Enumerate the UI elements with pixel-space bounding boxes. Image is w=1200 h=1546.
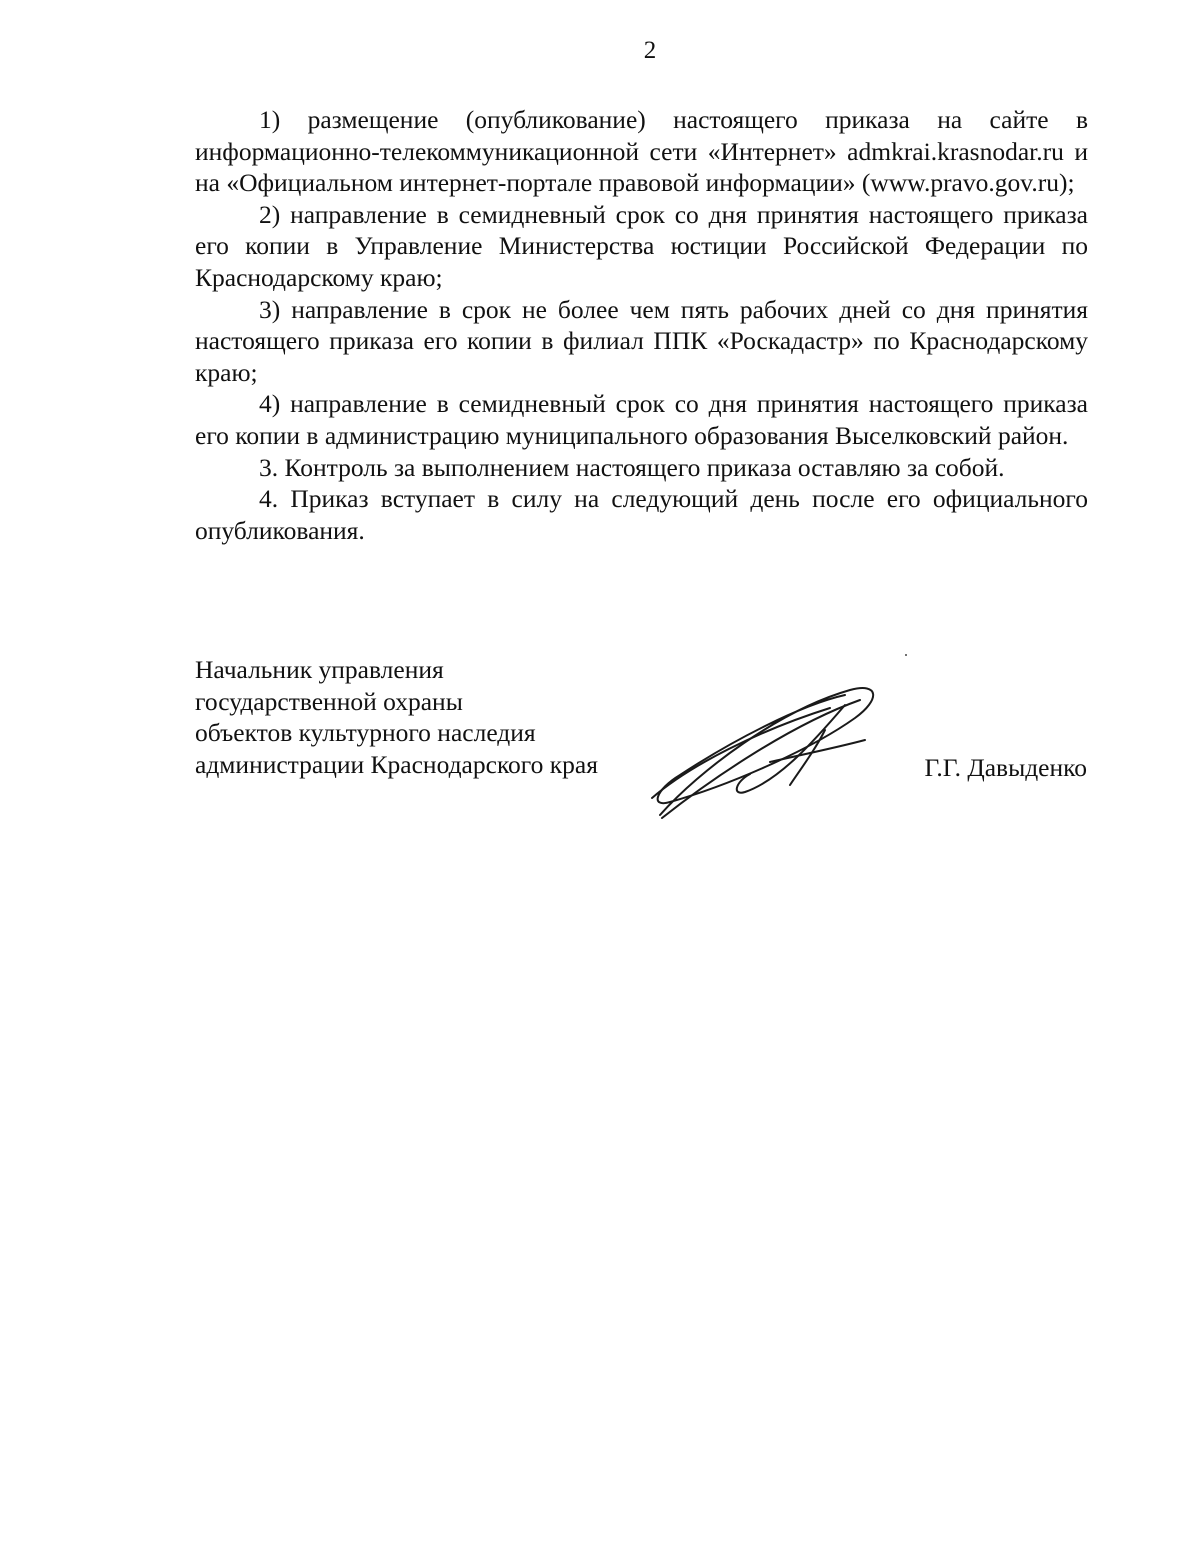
paragraph-6: 4. Приказ вступает в силу на следующий день после его официального опубликования. bbox=[195, 484, 1088, 545]
document-body bbox=[195, 104, 1088, 546]
paragraph-2: 2) направление в семидневный срок со дня принятия настоящего приказа его копии в Управление Министерства юстиции Российской Федерации по Краснодарскому краю; bbox=[195, 199, 1088, 292]
signatory-title bbox=[195, 654, 655, 780]
paragraph-1: 1) размещение (опубликование) настоящего приказа на сайте в информационно-телекоммуникационной сети «Интернет» admkrai.krasnodar.ru и на «Официальном интернет-портале правовой информации» (www.pravo.gov.ru); bbox=[195, 105, 1088, 198]
paragraph-4: 4) направление в семидневный срок со дня принятия настоящего приказа его копии в администрацию муниципального образования Выселковский район. bbox=[195, 389, 1088, 450]
signatory-line-4: администрации Краснодарского края bbox=[195, 749, 598, 779]
signer-name: Г.Г. Давыденко bbox=[924, 753, 1087, 782]
paragraph-5: 3. Контроль за выполнением настоящего приказа оставляю за собой. bbox=[259, 452, 1005, 482]
page-number: 2 bbox=[643, 37, 657, 64]
signatory-line-1: Начальник управления bbox=[195, 655, 444, 684]
signatory-line-3: объектов культурного наследия bbox=[195, 718, 536, 748]
scan-speck bbox=[905, 654, 907, 656]
handwritten-signature bbox=[640, 670, 890, 830]
signatory-line-2: государственной охраны bbox=[195, 686, 463, 716]
paragraph-3: 3) направление в срок не более чем пять рабочих дней со дня принятия настоящего приказа его копии в филиал ППК «Роскадастр» по Краснодарскому краю; bbox=[195, 294, 1088, 387]
